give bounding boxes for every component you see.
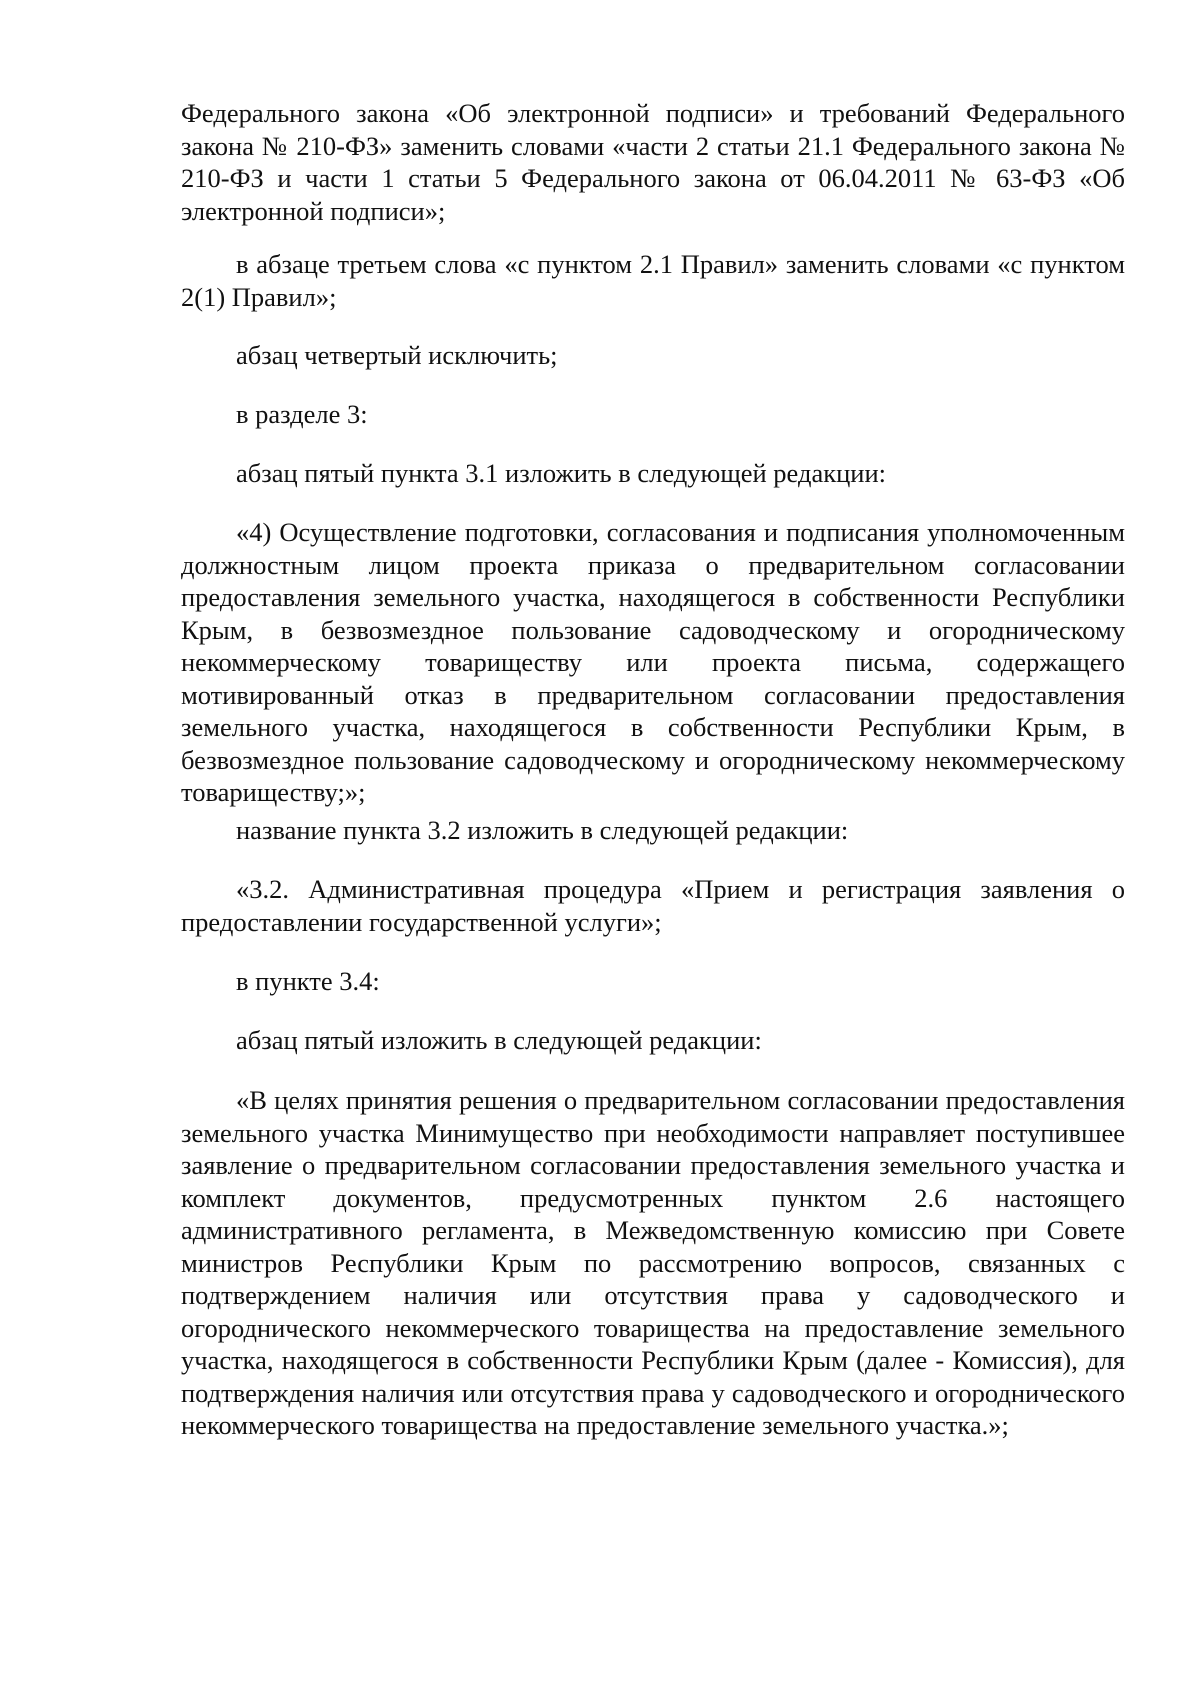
paragraph-commission-text: «В целях принятия решения о предварительном согласовании предоставления земельного участка Минимущество при необходимости направляет поступившее заявление о предварительном согласовании предоставления земельного участка и комплект документов, предусмотренных пунктом 2.6 настоящего административного регламента, в Межведомственную комиссию при Совете министров Республики Крым по рассмотрению вопросов, связанных с подтверждением наличия или отсутствия права у садоводческого и огороднического некоммерческого товарищества на предоставление земельного участка, находящегося в собственности Республики Крым (далее - Комиссия), для подтверждения наличия или отсутствия права у садоводческого и огороднического некоммерческого товарищества на предоставление земельного участка.»; [181,1085,1125,1440]
paragraph-point-3-1-intro: абзац пятый пункта 3.1 изложить в следующей редакции: [236,458,887,488]
paragraph-point-3-2-intro: название пункта 3.2 изложить в следующей редакции: [236,815,849,845]
paragraph-fifth-abzac-intro: абзац пятый изложить в следующей редакции: [236,1025,762,1055]
paragraph-section-3: в разделе 3: [236,399,368,429]
paragraph-point-4-text: «4) Осуществление подготовки, согласования и подписания уполномоченным должностным лицом проекта приказа о предварительном согласовании предоставления земельного участка, находящегося в собственности Республики Крым, в безвозмездное пользование садоводческому и огородническому некоммерческому товариществу или проекта письма, содержащего мотивированный отказ в предварительном согласовании предоставления земельного участка, находящегося в собственности Республики Крым, в безвозмездное пользование садоводческому и огородническому некоммерческому товариществу;»; [181,517,1125,807]
paragraph-point-3-4: в пункте 3.4: [236,966,380,996]
paragraph-fourth-abzac-exclude: абзац четвертый исключить; [236,340,558,370]
paragraph-third-abzac-change: в абзаце третьем слова «с пунктом 2.1 Правил» заменить словами «с пунктом 2(1) Правил»; [181,249,1125,312]
paragraph-signature-law-reference: Федерального закона «Об электронной подписи» и требований Федерального закона № 210-ФЗ» заменить словами «части 2 статьи 21.1 Федерального закона № 210-ФЗ и части 1 статьи 5 Федерального закона от 06.04.2011 № 63-ФЗ «Об электронной подписи»; [181,98,1125,226]
paragraph-point-3-2-text: «3.2. Административная процедура «Прием и регистрация заявления о предоставлении государственной услуги»; [181,874,1125,937]
